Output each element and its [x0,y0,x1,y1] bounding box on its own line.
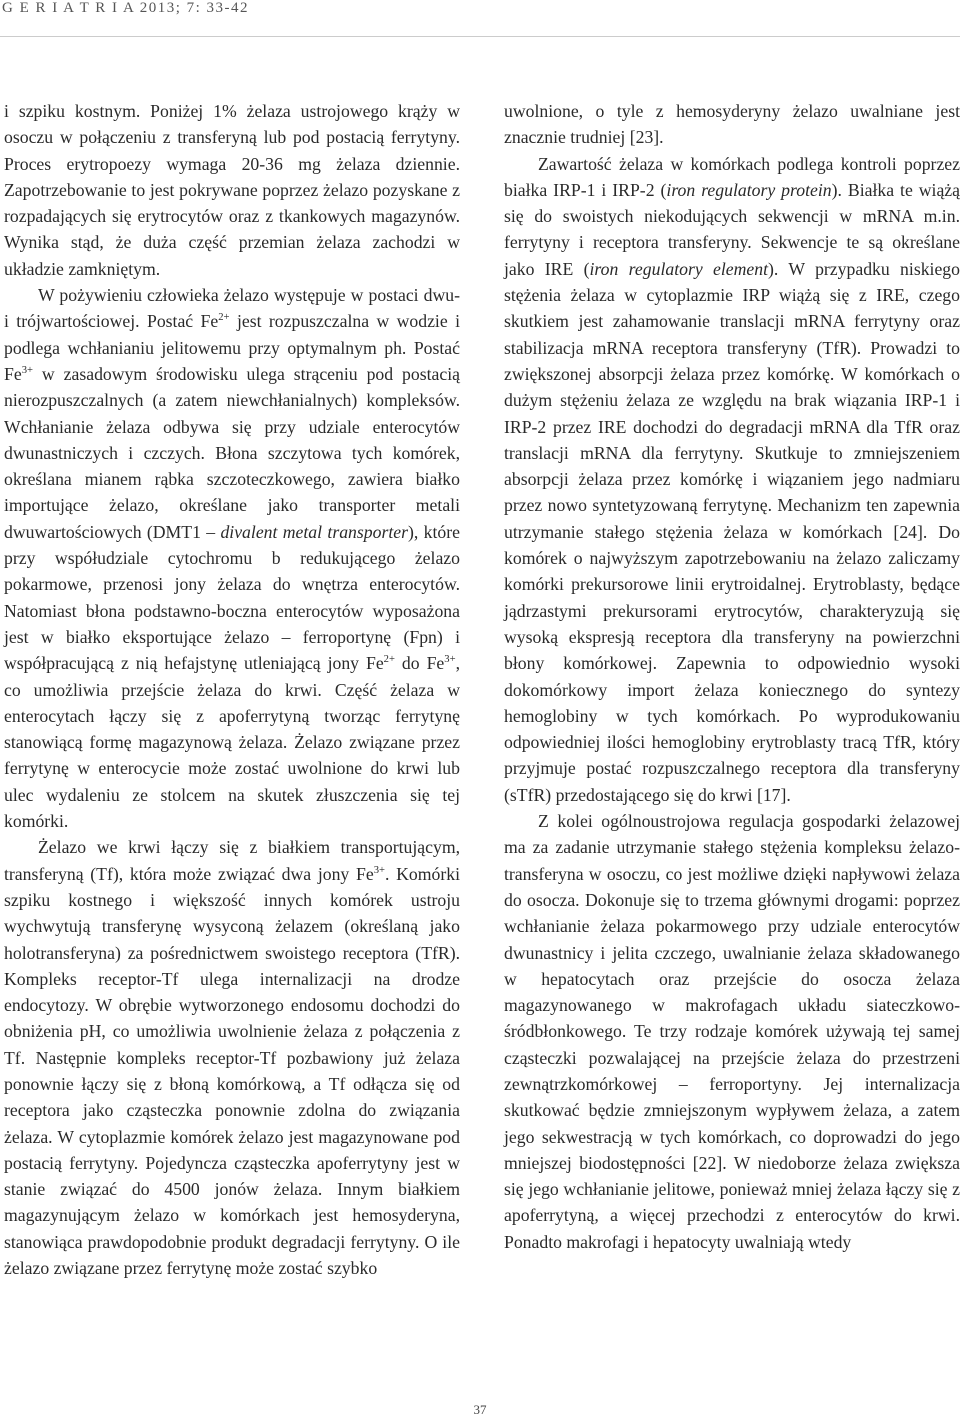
text-run: ). W przypadku niskiego stężenia żelaza w cytoplazmie IRP wiążą się z IRE, czego skutkiem jest zahamowanie translacji mRNA ferrytyny oraz stabilizacja mRNA receptora transferyny (TfR). Prowadzi to zwiększonej absorpcji żelaza przez komórkę. W komórkach o dużym stężeniu żelaza ze względu na brak wiązania IRP-1 i IRP-2 przez IRE dochodzi do degradacji mRNA dla TfR oraz translacji mRNA dla ferrytyny. Skutkuje to zmniejszeniem absorpcji żelaza przez komórkę i wiązaniem jego nadmiaru przez nowo syntetyzowaną ferrytynę. Mechanizm ten zapewnia utrzymanie stałego stężenia żelaza w komórkach [24]. Do komórek o najwyższym zapotrzebowaniu na żelazo zaliczamy komórki prekursorowe linii erytroidalnej. Erytroblasty, będące jądrzastymi prekursorami erytrocytów, charakteryzują się wysoką ekspresją receptora dla transferyny na powierzchni błony komórkowej. Zapewnia to odpowiednio wysoki dokomórkowy import żelaza koniecznego do syntezy hemoglobiny w tych komórkach. Po wyprodukowaniu odpowiedniej ilości hemoglobiny erytroblasty tracą TfR, który przyjmuje postać rozpuszczalnego receptora dla transferyny (sTfR) przedostającego się do krwi [17]. [504,258,960,805]
paragraph: Z kolei ogólnoustrojowa regulacja gospodarki żelazowej ma za zadanie utrzymanie stałego stężenia kompleksu żelazo-transferyna w osoczu, co jest możliwe dzięki napływowi żelaza do osocza. Dokonuje się to trzema głównymi drogami: poprzez wchłanianie żelaza pokarmowego przy udziale enterocytów dwunastnicy i jelita czczego, uwalnianie żelaza składowanego w hepatocytach oraz przejście do osocza żelaza magazynowanego w makrofagach układu siateczkowo-śródbłonkowego. Te trzy rodzaje komórek używają tej samej cząsteczki pozwalającej na przejście żelaza do przestrzeni zewnątrzkomórkowej – ferroportyny. Jej internalizacja skutkować będzie zmniejszonym wypływem żelaza, a zatem jego sekwestracją w tych komórkach, co doprowadzi do jego mniejszej biodostępności [22]. W niedoborze żelaza zwiększa się jego wchłanianie jelitowe, ponieważ mniej żelaza łączy się z apoferrytyną, a więcej przechodzi z enterocytów do krwi. Ponadto makrofagi i hepatocyty uwalniają wtedy [504,811,960,1252]
header-divider [0,36,960,37]
text-run: ), które przy współudziale cytochromu b redukującego żelazo pokarmowe, przenosi jony żelaza do wnętrza enterocytów. Natomiast błona podstawno-boczna enterocytów wyposażona jest w białko eksportujące żelazo – ferroportynę (Fpn) i współpracującą z nią hefajstynę utleniającą jony Fe [4,521,460,674]
text-run: ). Białka te wiążą się do swoistych niekodujących sekwencji w mRNA m.in. ferrytyny i receptora transferyny. Sekwencje te są określane jako IRE ( [504,179,960,279]
superscript: 3+ [373,864,385,876]
italic-term: iron regulatory element [589,258,769,279]
text-run: do Fe [394,653,445,674]
text-run: Żelazo we krwi łączy się z białkiem transportującym, transferyną (Tf), która może związać dwa jony Fe [4,837,460,884]
paragraph [4,282,460,834]
text-run: , co umożliwia przejście żelaza do krwi. Część żelaza w enterocytach łączy się z apoferrytyną tworząc ferrytynę stanowiącą formę magazynową żelaza. Żelazo związane przez ferrytynę w enterocycie może zostać uwolnione do krwi lub ulec wydaleniu ze stolcem na skutek złuszczenia się tej komórki. [4,653,460,832]
paragraph: uwolnione, o tyle z hemosyderyny żelazo uwalniane jest znacznie trudniej [23]. [504,101,960,148]
text-run: w zasadowym środowisku ulega strąceniu pod postacią nierozpuszczalnych (a zatem niewchłanialnych) kompleksów. Wchłanianie żelaza odbywa się przy udziale enterocytów dwunastniczych i czczych. Błona szczytowa tych komórek, określana mianem rąbka szczoteczkowego, zawiera białko importujące żelazo, określane jako transporter metali dwuwartościowych (DMT1 – [4,363,460,542]
text-run: . Komórki szpiku kostnego i większość innych komórek ustroju wychwytują transferynę wysyconą żelazem (określaną jako holotransferyna) za pośrednictwem swoistego receptora (TfR). Kompleks receptor-Tf ulega internalizacji na drodze endocytozy. W obrębie wytworzonego endosomu dochodzi do obniżenia pH, co umożliwia uwolnienie żelaza z połączenia z Tf. Następnie kompleks receptor-Tf pozbawiony już żelaza ponownie łączy się z błoną komórkową, a Tf odłącza się od receptora jako cząsteczka ponownie zdolna do związania żelaza. W cytoplazmie komórek żelazo jest magazynowane pod postacią ferrytyny. Pojedyncza cząsteczka apoferrytyny jest w stanie związać do 4500 jonów żelaza. Innym białkiem magazynującym żelazo w komórkach jest hemosyderyna, stanowiąca prawdopodobnie produkt degradacji ferrytyny. O ile żelazo związane przez ferrytynę może zostać szybko [4,863,460,1279]
left-column [4,98,460,1281]
text-run: Zawartość żelaza w komórkach podlega kontroli poprzez białka IRP-1 i IRP-2 ( [504,153,960,200]
running-header: G E R I A T R I A 2013; 7: 33-42 [2,0,250,16]
superscript: 3+ [21,365,33,377]
right-column [504,98,960,1255]
superscript: 2+ [383,654,395,666]
superscript: 3+ [444,654,456,666]
page-number: 37 [473,1402,487,1417]
text-run: jest rozpuszczalna w wodzie i podlega wchłanianiu jelitowemu przy optymalnym ph. Postać Fe [4,311,460,384]
text-run: W pożywieniu człowieka żelazo występuje w postaci dwu- i trójwartościowej. Postać Fe [4,285,460,332]
paragraph [4,834,460,1281]
paragraph [504,151,960,808]
italic-term: divalent metal transporter [220,521,408,542]
superscript: 2+ [218,312,230,324]
paragraph: i szpiku kostnym. Poniżej 1% żelaza ustrojowego krąży w osoczu w połączeniu z transferyną lub pod postacią ferrytyny. Proces erytropoezy wymaga 20-36 mg żelaza dziennie. Zapotrzebowanie to jest pokrywane poprzez żelazo pozyskane z rozpadających się erytrocytów oraz z tkankowych magazynów. Wynika stąd, że duża część przemian żelaza zachodzi w układzie zamkniętym. [4,101,460,279]
italic-term: iron regulatory protein [666,179,832,200]
